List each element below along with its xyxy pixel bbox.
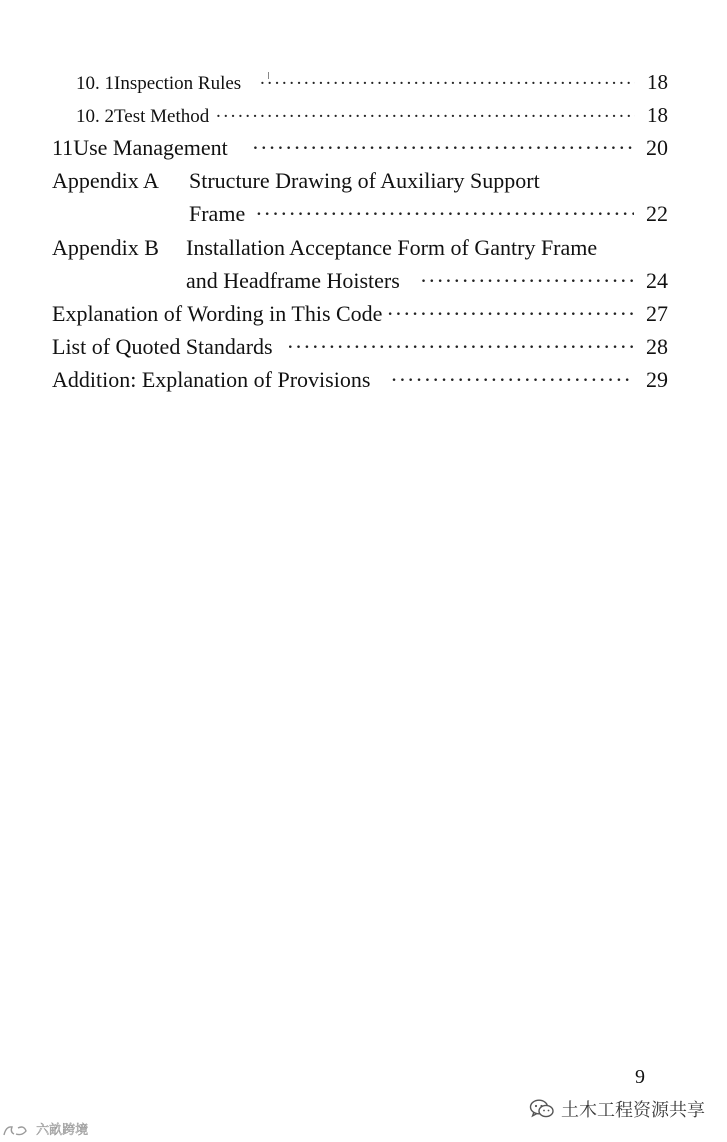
watermark-right <box>529 1096 705 1122</box>
toc-title: Structure Drawing of Auxiliary Support <box>189 168 540 193</box>
wechat-icon <box>529 1098 555 1120</box>
toc-title: Installation Acceptance Form of Gantry Frame <box>186 235 598 260</box>
watermark-text: 六畝跨境 <box>36 1123 89 1138</box>
toc-page-number: 22 <box>646 201 668 226</box>
toc-entry-11[interactable] <box>52 135 668 161</box>
dot-leader <box>386 301 634 327</box>
toc-page-number: 24 <box>646 268 668 293</box>
toc-page-number: 20 <box>646 135 668 160</box>
toc-page-number: 27 <box>646 301 668 326</box>
toc-title: Explanation of Wording in This Code <box>52 301 383 326</box>
toc-number: 10. 1 <box>76 73 114 94</box>
toc-entry-quoted-standards[interactable] <box>52 334 668 360</box>
watermark-text: 土木工程资源共享 <box>561 1100 705 1121</box>
toc-page-number: 29 <box>646 367 668 392</box>
toc-entry-appendix-b-title-line1 <box>186 235 597 261</box>
page-number: 9 <box>635 1066 645 1088</box>
dot-leader <box>255 201 634 227</box>
appendix-label: Appendix A <box>52 168 159 193</box>
toc-entry-appendix-a[interactable] <box>189 201 668 227</box>
appendix-label: Appendix B <box>52 235 159 260</box>
dot-leader <box>390 367 634 393</box>
toc-title: List of Quoted Standards <box>52 334 273 359</box>
toc-title-continued: and Headframe Hoisters <box>186 268 400 293</box>
toc-entry-explanation-of-wording[interactable] <box>52 301 668 327</box>
toc-entry-appendix-a-label[interactable] <box>52 168 159 194</box>
toc-number: 10. 2 <box>76 106 114 127</box>
toc-title: Addition: Explanation of Provisions <box>52 367 371 392</box>
dot-leader <box>252 135 634 161</box>
dot-leader <box>287 334 634 360</box>
logo-icon <box>2 1124 32 1138</box>
toc-entry-addition[interactable] <box>52 367 668 393</box>
toc-title: Use Management <box>73 135 228 160</box>
toc-page-number: 18 <box>647 103 668 127</box>
toc-entry-10-1[interactable] <box>76 70 668 95</box>
toc-entry-appendix-b-label[interactable] <box>52 235 159 261</box>
watermark-left <box>2 1119 88 1138</box>
toc-entry-appendix-b[interactable] <box>186 268 668 294</box>
toc-title-continued: Frame <box>189 201 246 226</box>
dot-leader <box>420 268 634 294</box>
toc-page-number: 18 <box>647 70 668 94</box>
stray-mark <box>268 72 269 79</box>
toc-entry-appendix-a-title-line1 <box>189 168 540 194</box>
dot-leader <box>259 73 635 95</box>
toc-number: 11 <box>52 135 74 160</box>
toc-page-number: 28 <box>646 334 668 359</box>
toc-title: Test Method <box>114 106 210 127</box>
toc-entry-10-2[interactable] <box>76 103 668 128</box>
toc-title: Inspection Rules <box>114 73 242 94</box>
dot-leader <box>215 106 635 128</box>
